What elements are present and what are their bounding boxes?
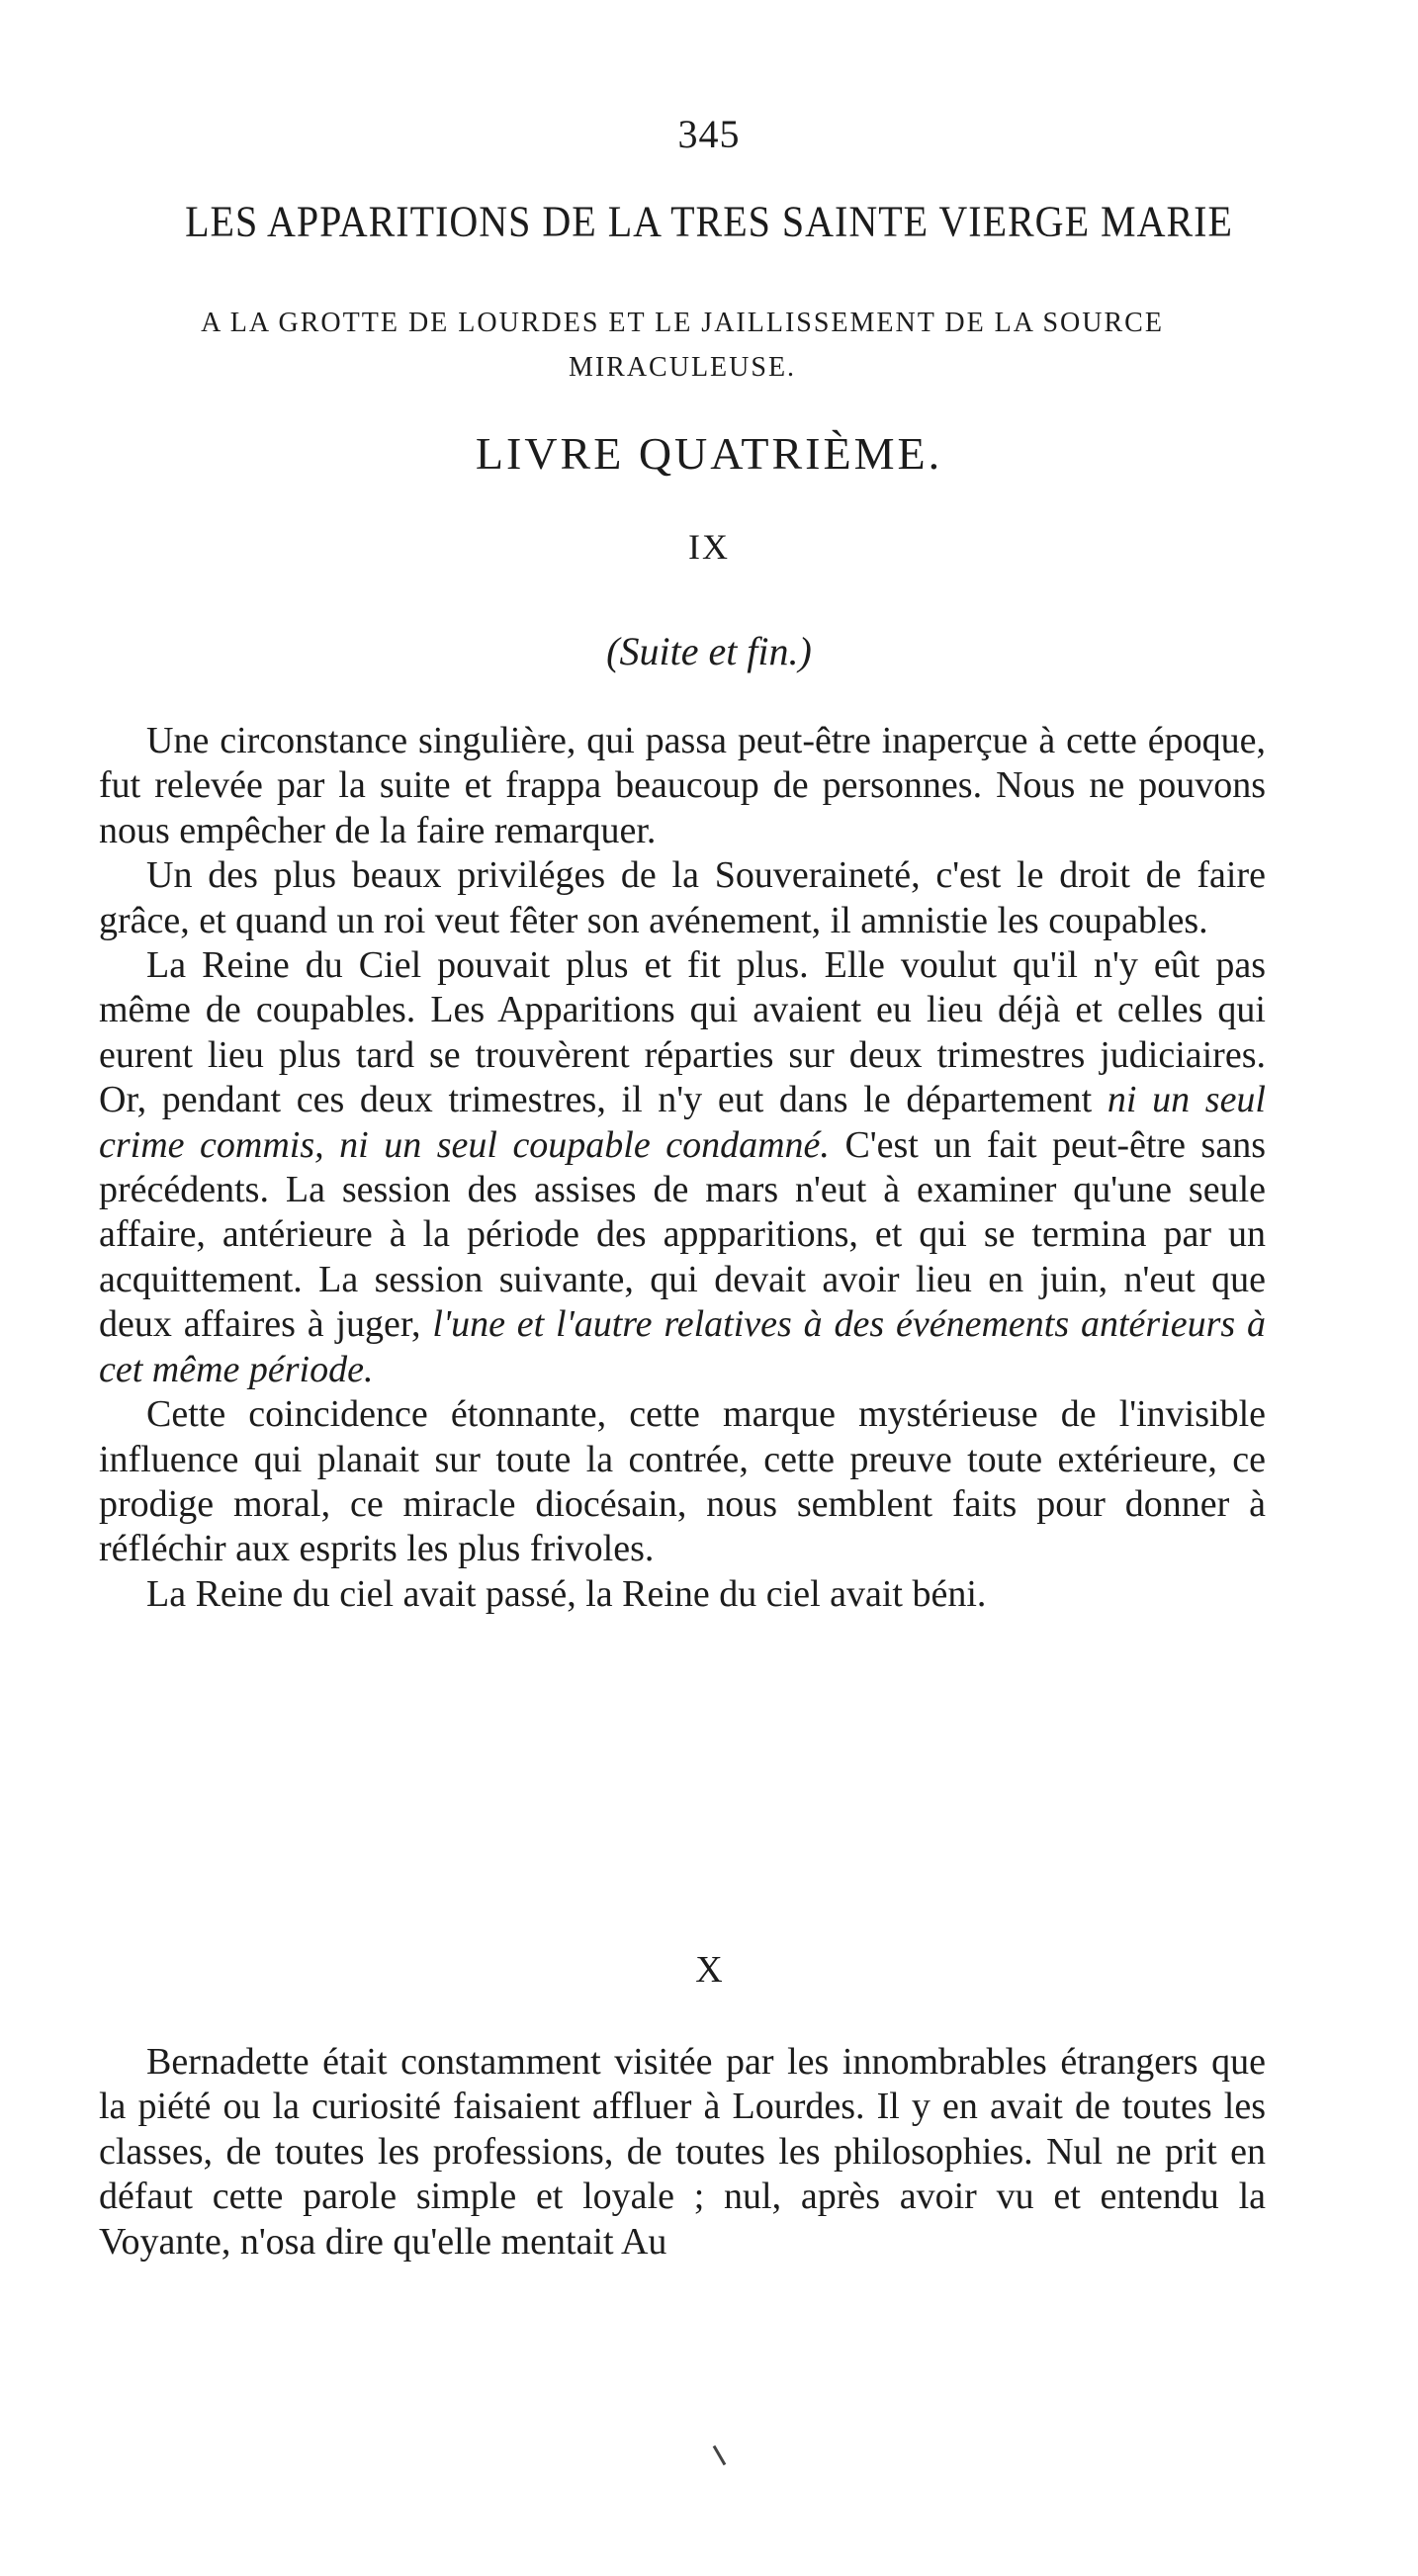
ink-speck [713, 2445, 727, 2466]
chapter-subtitle-text: (Suite et fin.) [606, 629, 812, 673]
chapter-numeral-ix: IX [688, 527, 730, 567]
paragraph: Bernadette était constamment visitée par les innombrables étrangers que la piété ou la curiosité faisaient affluer à Lourdes. Il y en avait de toutes les classes, de toutes les professions, de toutes les philosophies. Nul ne prit en défaut cette parole simple et loyale ; nul, après avoir vu et entendu la Voyante, n'osa dire qu'elle mentait Au [99, 2041, 1266, 2263]
paragraph-text: La Reine du Ciel pouvait plus et fit plus. Elle voulut qu'il n'y eût pas même de coupables. Les Apparitions qui avaient eu lieu déjà et celles qui eurent lieu plus tard se trouvèrent réparties sur deux trimestres judiciaires. Or, pendant ces deux trimestres, il n'y eut dans le département [99, 944, 1266, 1121]
running-title: LES APPARITIONS DE LA TRES SAINTE VIERGE MARIE [185, 196, 1233, 246]
section-x-body [99, 2040, 1266, 2265]
chapter-subtitle [0, 628, 1418, 674]
book-title: LIVRE QUATRIÈME. [475, 428, 943, 479]
paragraph-text: C'est un fait peut-être sans précédents. La session des assises de mars n'eut à examiner qu'une seule affaire, antérieure à la période des appparitions, et qui se termina par un acquittement. La session suivante, qui devait avoir lieu en juin, n'eut que deux affaires à juger, [99, 1123, 1266, 1346]
italic-emphasis: ni un seul crime commis, ni un seul coupable condamné. [99, 1079, 1266, 1166]
running-subtitle: A LA GROTTE DE LOURDES ET LE JAILLISSEMENT DE LA SOURCE MIRACULEUSE. [201, 308, 1164, 383]
italic-emphasis: l'une et l'autre relatives à des événements antérieurs à cet même période. [99, 1303, 1267, 1390]
section-ix-body [99, 719, 1266, 1617]
paragraph [99, 943, 1266, 1392]
chapter-numeral-x: X [695, 1949, 723, 1991]
paragraph: La Reine du ciel avait passé, la Reine du ciel avait béni. [146, 1572, 987, 1615]
paragraph: Une circonstance singulière, qui passa peut-être inaperçue à cette époque, fut relevée par la suite et frappa beaucoup de personnes. Nous ne pouvons nous empêcher de la faire remarquer. [99, 720, 1266, 851]
page-number: 345 [677, 112, 741, 156]
paragraph: Un des plus beaux priviléges de la Souveraineté, c'est le droit de faire grâce, et quand un roi veut fêter son avénement, il amnistie les coupables. [99, 854, 1266, 941]
paragraph: Cette coincidence étonnante, cette marque mystérieuse de l'invisible influence qui planait sur toute la contrée, cette preuve toute extérieure, ce prodige moral, ce miracle diocésain, nous semblent faits pour donner à réfléchir aux esprits les plus frivoles. [99, 1393, 1266, 1570]
